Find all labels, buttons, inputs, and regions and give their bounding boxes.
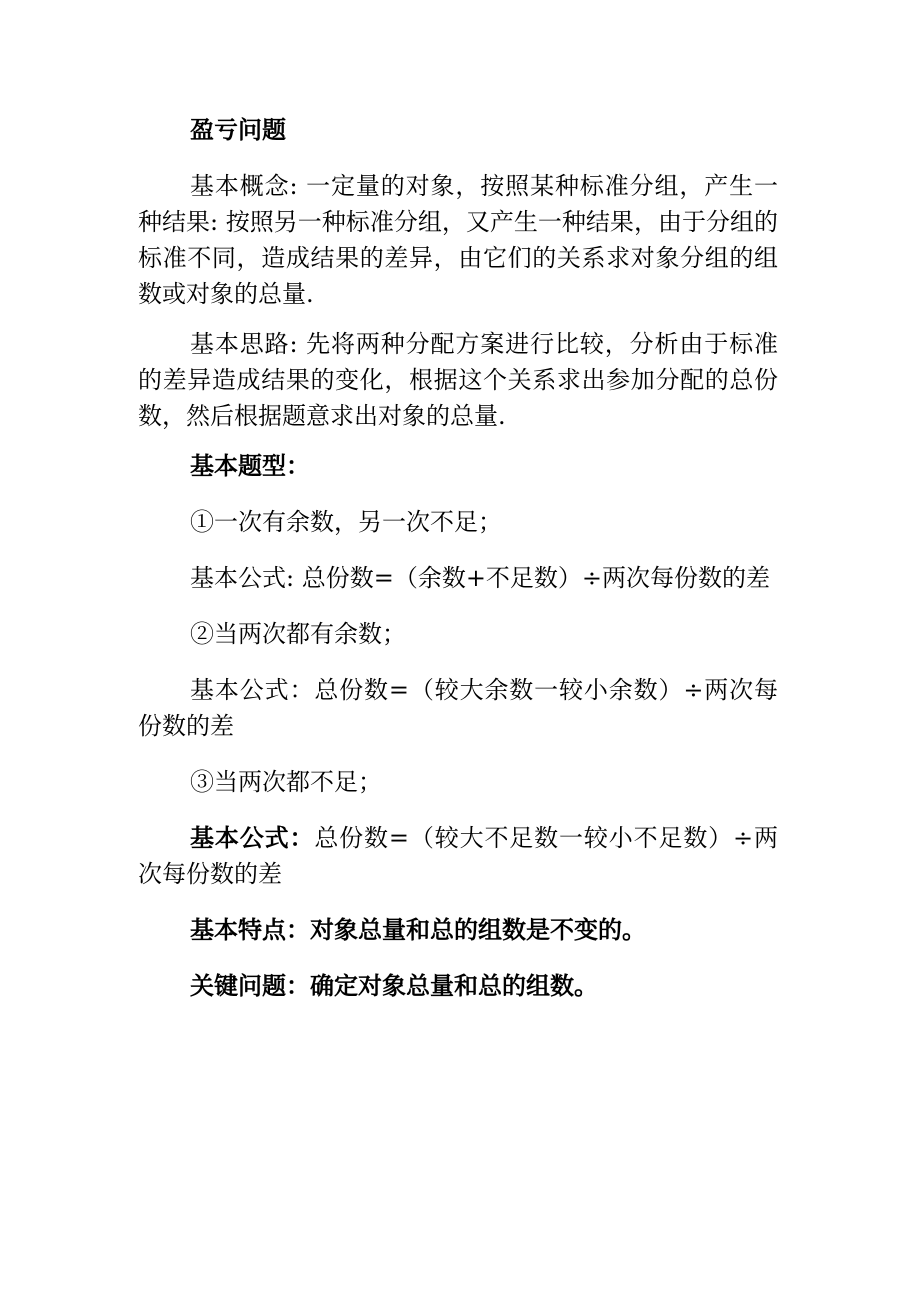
case-2-formula-text: 总份数=（较大余数一较小余数）÷两次每份数的差 [138,676,779,740]
document-page [138,112,778,1004]
concept-paragraph [138,168,778,312]
approach-paragraph [138,326,778,434]
case-3-formula [138,820,778,892]
case-3-formula-label: 基本公式： [190,823,315,852]
case-1-formula-text: : 总份数=（余数+不足数）÷两次每份数的差 [286,564,771,592]
concept-text: : 一定量的对象，按照某种标准分组，产生一种结果: 按照另一种标准分组，又产生一种结果，由于分组的标准不同，造成结果的差异，由它们的关系求对象分组的组数或对象的总量. [138,172,778,308]
case-1-title: ①一次有余数，另一次不足； [190,508,502,536]
case-3-title: ③当两次都不足； [190,768,382,796]
approach-text: : 先将两种分配方案进行比较，分析由于标准的差异造成结果的变化，根据这个关系求出参加分配的总份数，然后根据题意求出对象的总量. [138,330,778,430]
approach-label: 基本思路 [190,330,290,358]
case-1-formula-label: 基本公式 [190,564,286,592]
key-problem-paragraph: 关键问题：确定对象总量和总的组数。 [190,971,598,1000]
case-2-formula-label: 基本公式： [190,676,315,704]
case-2-formula [138,672,778,744]
concept-label: 基本概念 [190,172,290,200]
features-paragraph: 基本特点：对象总量和总的组数是不变的。 [190,915,646,944]
case-1-formula [138,560,778,596]
types-heading: 基本题型： [190,451,310,480]
case-3-formula-text: 总份数=（较大不足数一较小不足数）÷两次每份数的差 [138,824,779,888]
document-title: 盈亏问题 [190,115,286,144]
case-2-title: ②当两次都有余数； [190,620,406,648]
